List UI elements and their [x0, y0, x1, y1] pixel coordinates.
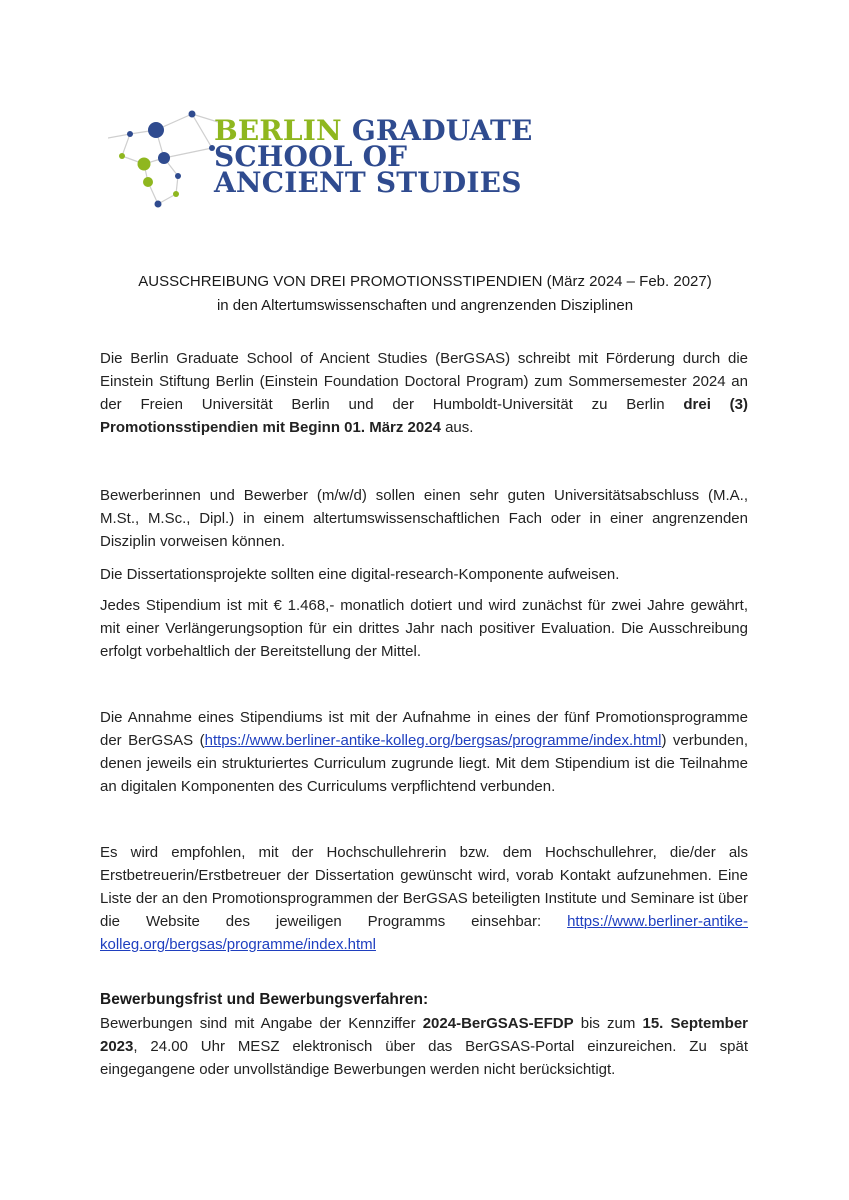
intro-end-text: aus.: [440, 419, 474, 436]
programme-text: Die Annahme eines Stipendiums ist mit der Aufnahme in eines der fünf Promotionsprogramme der BerGSAS (: [100, 709, 748, 749]
node-circle: [189, 111, 196, 118]
contact-text: Es wird empfohlen, mit der Hochschullehrerin bzw. dem Hochschullehrer, die/der als Erstbetreuerin/Erstbetreuer der Dissertation gewünscht wird, vorab Kontakt aufzunehmen. Eine Liste der an den Promotionsprogrammen der BerGSAS beteiligten Institute und Seminare ist über die Website des jeweiligen Programms einsehbar:: [100, 844, 748, 930]
deadline-text-mid: bis zum: [573, 1015, 643, 1032]
node-circle: [127, 131, 133, 137]
section-heading: Bewerbungsfrist und Bewerbungsverfahren:: [100, 991, 429, 1008]
network-graphic-icon: [108, 108, 218, 210]
programme-text-end: ) verbunden, denen jeweils ein strukturiertes Curriculum zugrunde liegt. Mit dem Stipendium ist die Teilnahme an digitalen Komponenten des Curriculums verpflichtend verbunden.: [100, 732, 748, 795]
document-title: AUSSCHREIBUNG VON DREI PROMOTIONSSTIPENDIEN (März 2024 – Feb. 2027): [138, 273, 712, 290]
digital-research-paragraph: Die Dissertationsprojekte sollten eine digital-research-Komponente aufweisen.: [100, 566, 620, 583]
deadline-paragraph: [100, 1012, 748, 1081]
programme-paragraph: [100, 706, 748, 798]
intro-paragraph: [100, 347, 748, 439]
deadline-date: 15. September 2023: [100, 1015, 749, 1055]
node-circle: [175, 173, 181, 179]
bergsas-logo: [108, 108, 533, 210]
node-circle: [173, 191, 179, 197]
logo-ancient-studies: ANCIENT STUDIES: [214, 166, 522, 199]
deadline-text: Bewerbungen sind mit Angabe der Kennziffer: [100, 1015, 423, 1032]
reference-code: 2024-BerGSAS-EFDP: [422, 1015, 574, 1032]
programme-link[interactable]: https://www.berliner-antike-kolleg.org/bergsas/programme/index.html: [204, 732, 662, 749]
requirements-paragraph: Bewerberinnen und Bewerber (m/w/d) sollen einen sehr guten Universitätsabschluss (M.A., M.St., M.Sc., Dipl.) in einem altertumswissenschaftlichen Fach oder in einer angrenzenden Disziplin vorweisen können.: [100, 487, 748, 550]
node-circle: [158, 152, 170, 164]
programme-website-link[interactable]: https://www.berliner-antike-kolleg.org/bergsas/programme/index.html: [100, 913, 748, 953]
logo-wordmark: [214, 114, 533, 199]
node-circle: [138, 158, 151, 171]
deadline-text-end: , 24.00 Uhr MESZ elektronisch über das BerGSAS-Portal einzureichen. Zu spät eingegangene oder unvollständige Bewerbungen werden nicht berücksichtigt.: [100, 1038, 748, 1078]
node-circle: [119, 153, 125, 159]
node-circle: [155, 201, 162, 208]
contact-paragraph: [100, 841, 748, 956]
node-circle: [148, 122, 164, 138]
funding-paragraph: Jedes Stipendium ist mit € 1.468,- monatlich dotiert und wird zunächst für zwei Jahre gewährt, mit einer Verlängerungsoption für ein drittes Jahr nach positiver Evaluation. Die Ausschreibung erfolgt vorbehaltlich der Bereitstellung der Mittel.: [100, 597, 748, 660]
logo-graduate: GRADUATE: [351, 114, 533, 147]
logo-school-of: SCHOOL OF: [214, 140, 408, 173]
logo-berlin: BERLIN: [214, 114, 342, 147]
intro-text: Die Berlin Graduate School of Ancient Studies (BerGSAS) schreibt mit Förderung durch die Einstein Stiftung Berlin (Einstein Foundation Doctoral Program) zum Sommersemester 2024 an der Freien Universität Berlin und der Humboldt-Universität zu Berlin: [100, 350, 748, 413]
document-subtitle: in den Altertumswissenschaften und angrenzenden Disziplinen: [216, 297, 634, 314]
node-circle: [143, 177, 153, 187]
intro-bold-text: drei (3) Promotionsstipendien mit Beginn 01. März 2024: [100, 396, 748, 436]
